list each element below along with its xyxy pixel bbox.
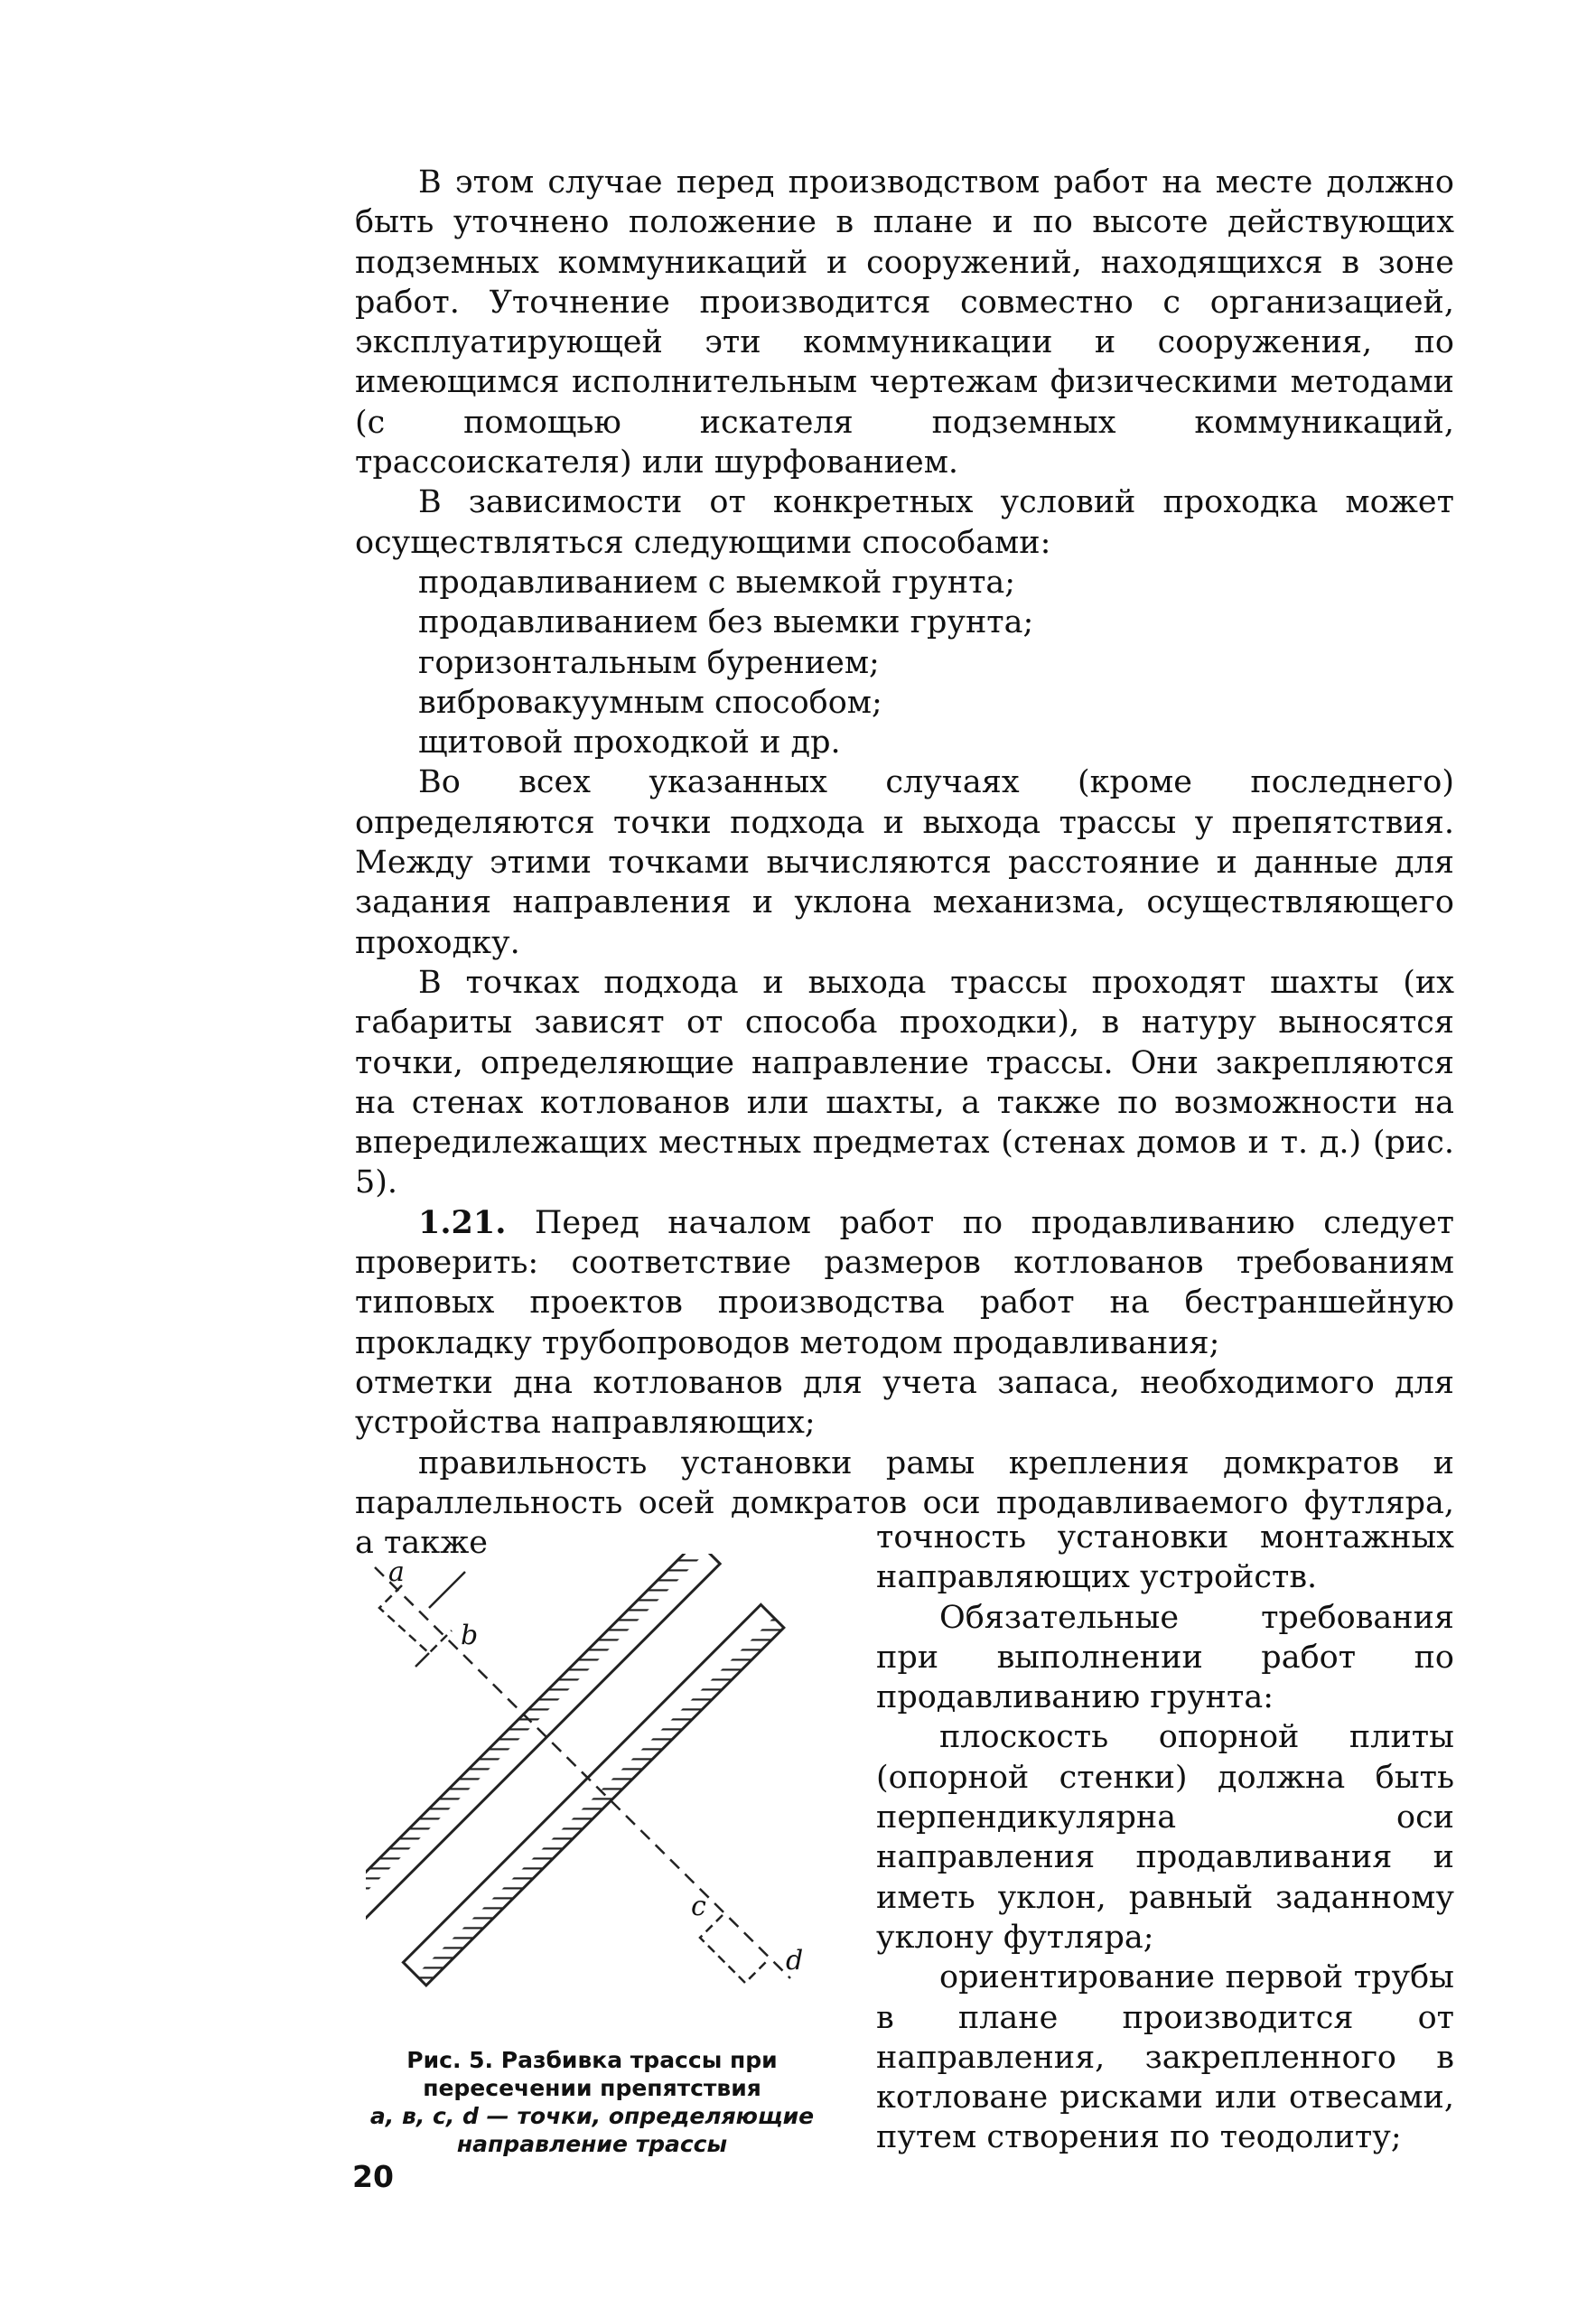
paragraph-5-text: Перед началом работ по продавливанию следует проверить: соответствие размеров котлованов требованиям типовых проектов производства работ на бестраншейную прокладку трубопроводов методом продавливания; <box>355 1204 1454 1361</box>
right-column-text <box>876 1518 1454 2158</box>
paragraph-6: отметки дна котлованов для учета запаса, необходимого для устройства направляющих; <box>355 1364 1454 1442</box>
section-number: 1.21. <box>418 1203 507 1241</box>
paragraph-9: плоскость опорной плиты (опорной стенки) должна быть перпендикулярна оси направления продавливания и иметь уклон, равный заданному уклону футляра; <box>876 1719 1454 1956</box>
paragraph-4: В точках подхода и выхода трассы проходят шахты (их габариты зависят от способа проходки), в натуру выносятся точки, определяющие направление трассы. Они закрепляются на стенах котлованов или шахты, а также по возможности на впередилежащих местных предметах (стенах домов и т. д.) (рис. 5). <box>355 964 1454 1201</box>
figure-caption <box>350 2046 834 2158</box>
main-text-block <box>355 163 1454 1563</box>
label-b: b <box>461 1620 479 1651</box>
route-layout-diagram <box>366 1554 835 2032</box>
page-number: 20 <box>352 2159 394 2194</box>
list-item: щитовой проходкой и др. <box>418 724 841 762</box>
paragraph-10: ориентирование первой трубы в плане производится от направления, закрепленного в котловане рисками или отвесами, путем створения по теодолиту; <box>876 1959 1454 2156</box>
caption-title: Рис. 5. Разбивка трассы при пересечении препятствия <box>406 2047 778 2101</box>
paragraph-3: Во всех указанных случаях (кроме последнего) определяются точки подхода и выхода трассы у препятствия. Между этими точками вычисляются расстояние и данные для задания направления и уклона механизма, осуществляющего проходку. <box>355 764 1454 961</box>
list-item: горизонтальным бурением; <box>418 644 880 681</box>
paragraph-1: В этом случае перед производством работ на месте должно быть уточнено положение в плане и по высоте действующих подземных коммуникаций и сооружений, находящихся в зоне работ. Уточнение производится совместно с организацией, эксплуатирующей эти коммуникации и сооружения, по имеющимся исполнительным чертежам физическими методами (с помощью искателя подземных коммуникаций, трассоискателя) или шурфованием. <box>355 164 1454 481</box>
list-item: продавливанием с выемкой грунта; <box>418 564 1016 601</box>
obstacle-strips <box>366 1554 784 1986</box>
list-item: вибровакуумным способом; <box>418 684 882 721</box>
paragraph-8: Обязательные требования при выполнении работ по продавливанию грунта: <box>876 1599 1454 1716</box>
paragraph-7: правильность установки рамы крепления домкратов и параллельность осей домкратов оси продавливаемого футляра, а также <box>355 1444 1454 1562</box>
paragraph-7-continued: точность установки монтажных направляющих устройств. <box>876 1519 1454 1596</box>
pit-c <box>700 1915 768 1983</box>
methods-list <box>355 563 1454 762</box>
label-c: c <box>691 1891 706 1922</box>
label-a: a <box>388 1556 405 1588</box>
label-d: d <box>786 1945 804 1976</box>
pit-b-marker <box>429 1572 465 1608</box>
caption-legend: a, в, c, d — точки, определяющие направление трассы <box>369 2103 815 2157</box>
hatch-lower <box>416 1618 784 1986</box>
paragraph-2: В зависимости от конкретных условий проходка может осуществляться следующими способами: <box>355 484 1454 561</box>
list-item: продавливанием без выемки грунта; <box>418 604 1034 641</box>
route-axis-line <box>375 1567 790 1978</box>
paragraph-5 <box>355 1203 1454 1363</box>
pit-a-wall <box>415 1653 429 1667</box>
